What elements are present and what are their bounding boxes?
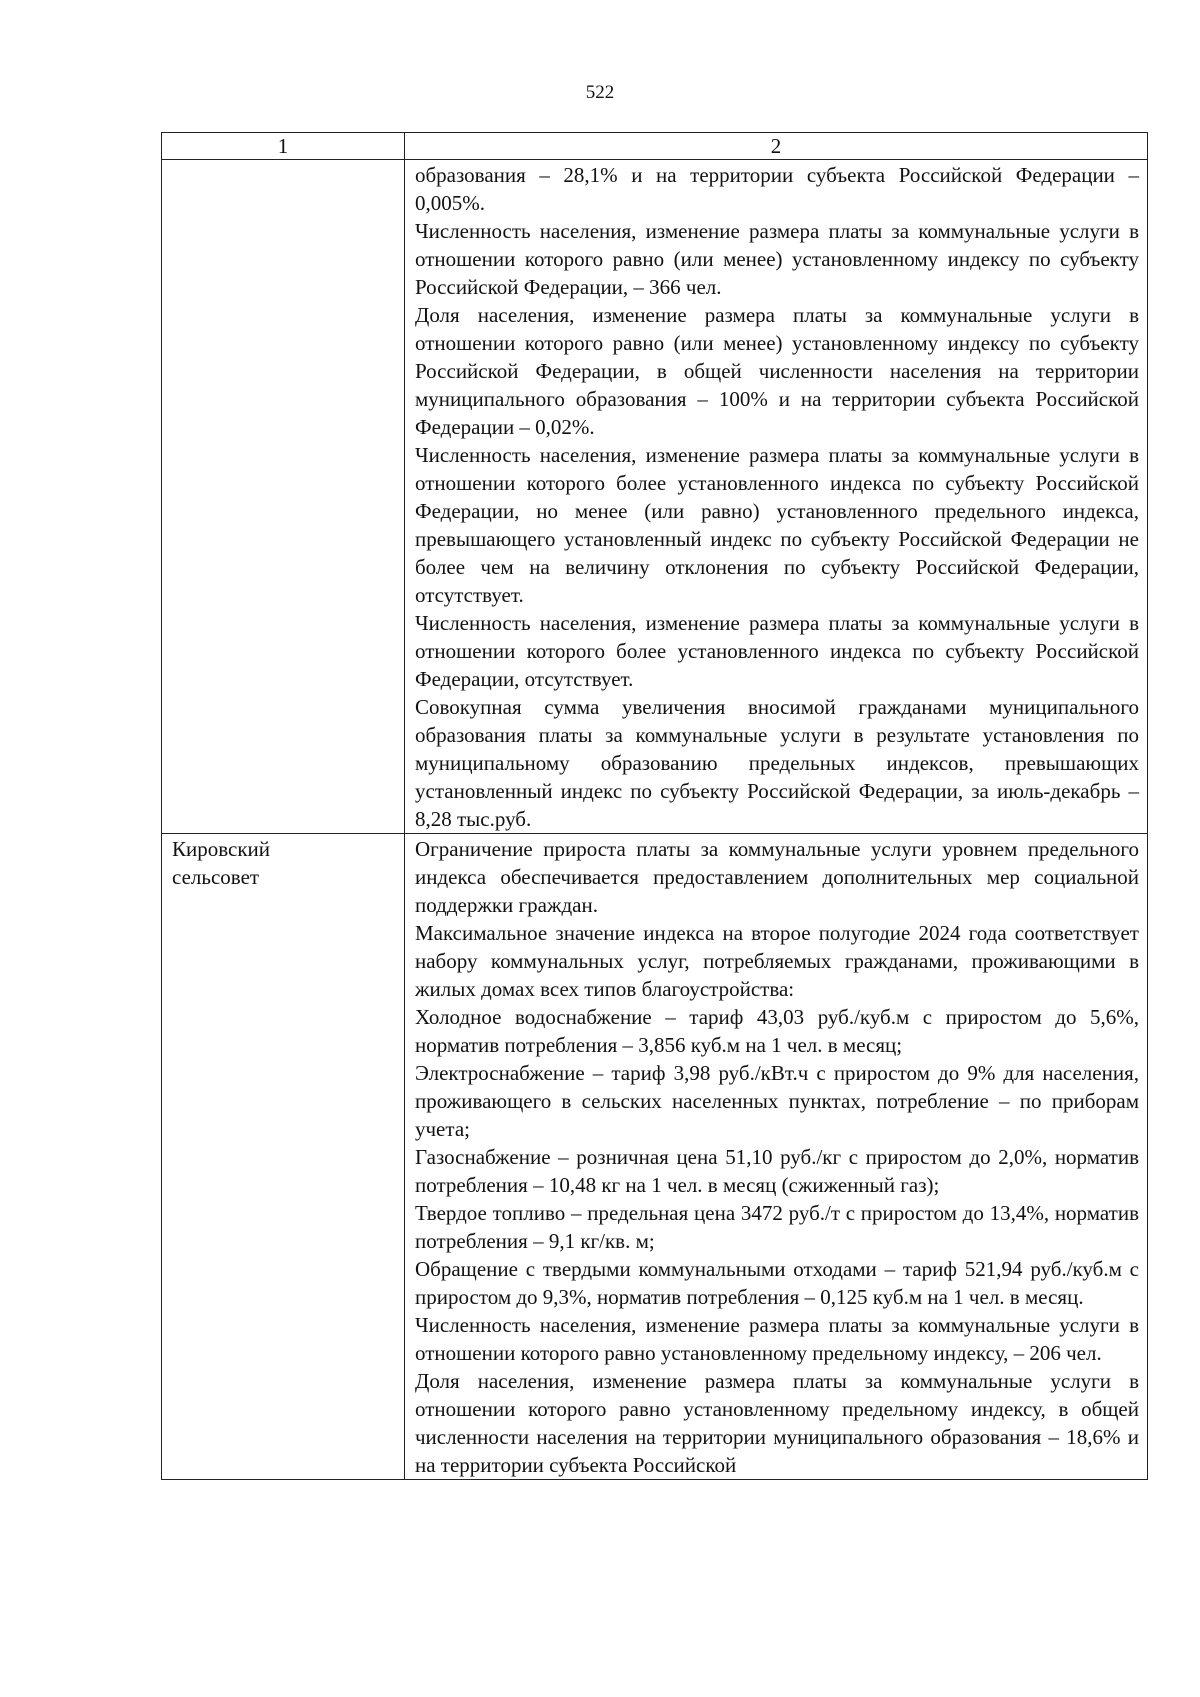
table-header-row (162, 133, 1148, 160)
municipal-index-table (161, 132, 1148, 1480)
paragraph: Численность населения, изменение размера платы за коммунальные услуги в отношении которого равно установленному предельному индексу, – 206 чел. (415, 1313, 1139, 1365)
table-row (162, 160, 1148, 834)
paragraph: Твердое топливо – предельная цена 3472 руб./т с приростом до 13,4%, норматив потребления – 9,1 кг/кв. м; (415, 1201, 1139, 1253)
paragraph: образования – 28,1% и на территории субъекта Российской Федерации – 0,005%. (415, 163, 1139, 215)
municipality-name-line: сельсовет (172, 865, 260, 889)
paragraph: Газоснабжение – розничная цена 51,10 руб./кг с приростом до 2,0%, норматив потребления – 10,48 кг на 1 чел. в месяц (сжиженный газ); (415, 1145, 1139, 1197)
municipality-name-line: Кировский (172, 837, 271, 861)
municipality-name-cell (162, 834, 405, 1480)
column-header-2: 2 (405, 133, 1148, 160)
paragraph: Численность населения, изменение размера платы за коммунальные услуги в отношении которого более установленного индекса по субъекту Российской Федерации, но менее (или равно) установленного предельного индекса, превышающего установленный индекс по субъекту Российской Федерации не более чем на величину отклонения по субъекту Российской Федерации, отсутствует. (415, 443, 1139, 607)
paragraph: Совокупная сумма увеличения вносимой гражданами муниципального образования платы за коммунальные услуги в результате установления по муниципальному образованию предельных индексов, превышающих установленный индекс по субъекту Российской Федерации, за июль-декабрь – 8,28 тыс.руб. (415, 695, 1139, 831)
paragraph: Численность населения, изменение размера платы за коммунальные услуги в отношении которого равно (или менее) установленному индексу по субъекту Российской Федерации, – 366 чел. (415, 219, 1139, 299)
page-number: 522 (585, 82, 615, 103)
description-cell (405, 834, 1148, 1480)
paragraph: Максимальное значение индекса на второе полугодие 2024 года соответствует набору коммунальных услуг, потребляемых гражданами, проживающими в жилых домах всех типов благоустройства: (415, 921, 1139, 1001)
paragraph: Обращение с твердыми коммунальными отходами – тариф 521,94 руб./куб.м с приростом до 9,3%, норматив потребления – 0,125 куб.м на 1 чел. в месяц. (415, 1257, 1139, 1309)
municipality-name-cell (162, 160, 405, 834)
description-cell (405, 160, 1148, 834)
column-header-1: 1 (162, 133, 405, 160)
paragraph: Ограничение прироста платы за коммунальные услуги уровнем предельного индекса обеспечивается предоставлением дополнительных мер социальной поддержки граждан. (415, 837, 1139, 917)
table-row (162, 834, 1148, 1480)
paragraph: Доля населения, изменение размера платы за коммунальные услуги в отношении которого равно установленному предельному индексу, в общей численности населения на территории муниципального образования – 18,6% и на территории субъекта Российской (415, 1369, 1139, 1477)
paragraph: Электроснабжение – тариф 3,98 руб./кВт.ч с приростом до 9% для населения, проживающего в сельских населенных пунктах, потребление – по приборам учета; (415, 1061, 1139, 1141)
paragraph: Численность населения, изменение размера платы за коммунальные услуги в отношении которого более установленного индекса по субъекту Российской Федерации, отсутствует. (415, 611, 1139, 691)
paragraph: Холодное водоснабжение – тариф 43,03 руб./куб.м с приростом до 5,6%, норматив потребления – 3,856 куб.м на 1 чел. в месяц; (415, 1005, 1139, 1057)
paragraph: Доля населения, изменение размера платы за коммунальные услуги в отношении которого равно (или менее) установленному индексу по субъекту Российской Федерации, в общей численности населения на территории муниципального образования – 100% и на территории субъекта Российской Федерации – 0,02%. (415, 303, 1139, 439)
